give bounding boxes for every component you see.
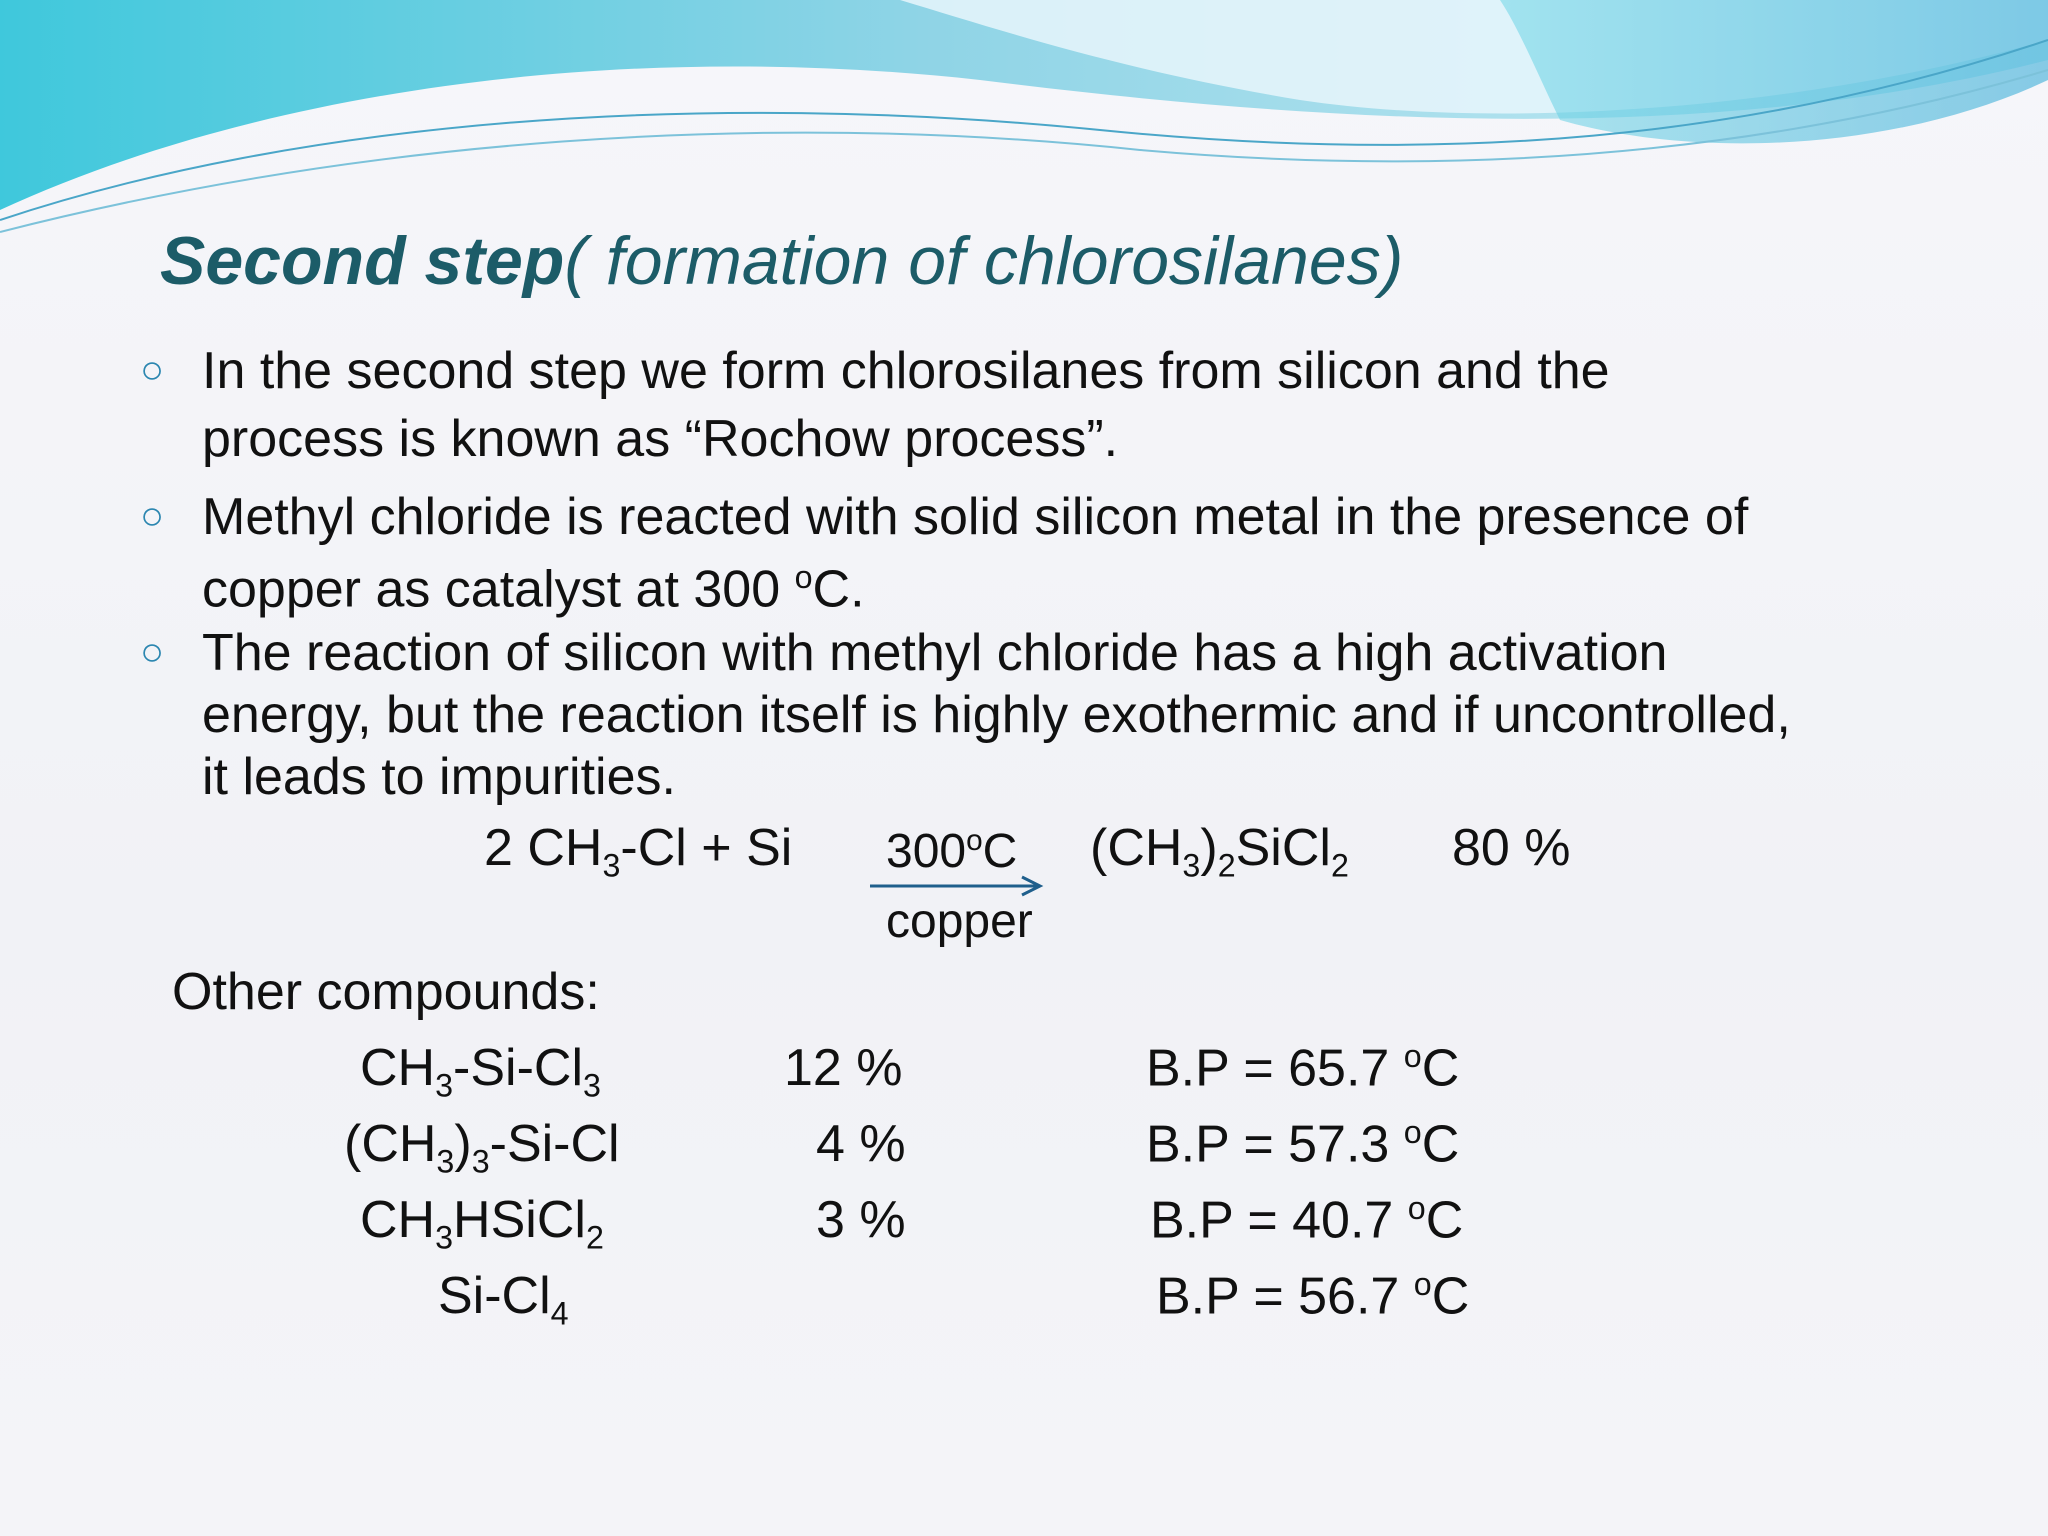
bullet-2-line-1: Methyl chloride is reacted with solid silicon metal in the presence of xyxy=(202,488,1749,546)
formula-part: CH xyxy=(360,1191,436,1249)
bullet-2-line-2-text: copper as catalyst at 300 xyxy=(202,560,795,619)
reaction-condition-catalyst: copper xyxy=(886,895,1033,948)
bullet-circle-icon: ○ xyxy=(140,494,165,538)
bullet-2-line-2-unit: C. xyxy=(812,560,865,619)
condition-temp-unit: C xyxy=(982,825,1018,878)
slide-title xyxy=(160,222,1403,300)
compound-formula xyxy=(360,1190,604,1256)
product-part-3: SiCl xyxy=(1235,819,1331,877)
formula-part: HSiCl xyxy=(453,1191,586,1249)
bp-unit: C xyxy=(1421,1039,1460,1098)
formula-subscript: 3 xyxy=(583,1067,601,1104)
bp-value: B.P = 65.7 xyxy=(1146,1039,1404,1098)
bullet-3-line-3: it leads to impurities. xyxy=(202,748,676,806)
title-rest: ( formation of chlorosilanes) xyxy=(564,223,1404,299)
compound-percent: 12 % xyxy=(784,1039,903,1097)
other-compounds-heading: Other compounds: xyxy=(172,963,600,1021)
product-part-2: ) xyxy=(1200,819,1218,877)
bp-value: B.P = 40.7 xyxy=(1150,1191,1408,1250)
formula-part: -Si-Cl xyxy=(453,1039,584,1097)
reaction-yield: 80 % xyxy=(1452,819,1571,877)
bp-unit: C xyxy=(1421,1115,1460,1174)
compound-formula xyxy=(360,1038,601,1104)
bp-unit: C xyxy=(1431,1267,1470,1326)
formula-part: ) xyxy=(454,1115,472,1173)
product-subscript-3: 2 xyxy=(1330,847,1349,884)
header-wave-decoration xyxy=(0,0,2048,260)
bp-value: B.P = 57.3 xyxy=(1146,1115,1404,1174)
formula-subscript: 4 xyxy=(550,1295,569,1332)
degree-superscript: o xyxy=(966,824,983,857)
compound-boiling-point xyxy=(1146,1038,1459,1098)
bullet-circle-icon: ○ xyxy=(140,630,165,674)
reaction-reactants xyxy=(484,818,792,884)
reactant-subscript: 3 xyxy=(602,847,621,884)
bullet-1-line-1: In the second step we form chlorosilanes from silicon and the xyxy=(202,342,1610,400)
reaction-product xyxy=(1090,818,1349,884)
bp-unit: C xyxy=(1425,1191,1464,1250)
formula-part: CH xyxy=(360,1039,436,1097)
formula-subscript: 3 xyxy=(435,1067,454,1104)
formula-subscript: 3 xyxy=(471,1143,490,1180)
bullet-3-line-1: The reaction of silicon with methyl chloride has a high activation xyxy=(202,624,1668,682)
product-subscript-1: 3 xyxy=(1182,847,1201,884)
title-bold: Second step xyxy=(160,223,565,299)
product-part-1: (CH xyxy=(1090,819,1183,877)
formula-part: Si-Cl xyxy=(438,1267,551,1325)
compound-formula xyxy=(344,1114,620,1180)
formula-subscript: 2 xyxy=(585,1219,604,1256)
compound-boiling-point xyxy=(1156,1266,1469,1326)
degree-superscript: o xyxy=(1413,1266,1432,1302)
compound-formula xyxy=(438,1266,569,1332)
compound-percent: 3 % xyxy=(816,1191,906,1249)
bullet-3-line-2: energy, but the reaction itself is highly exothermic and if uncontrolled, xyxy=(202,686,1791,744)
bp-value: B.P = 56.7 xyxy=(1156,1267,1414,1326)
product-subscript-2: 2 xyxy=(1217,847,1236,884)
degree-superscript: o xyxy=(1407,1190,1426,1226)
formula-part: -Si-Cl xyxy=(489,1115,620,1173)
bullet-1-line-2: process is known as “Rochow process”. xyxy=(202,410,1119,468)
compound-boiling-point xyxy=(1150,1190,1463,1250)
formula-part: (CH xyxy=(344,1115,437,1173)
compound-percent: 4 % xyxy=(816,1115,906,1173)
degree-superscript: o xyxy=(1403,1038,1422,1074)
reactant-ch: 2 CH xyxy=(484,819,603,877)
degree-superscript: o xyxy=(794,559,813,595)
degree-superscript: o xyxy=(1403,1114,1422,1150)
bullet-circle-icon: ○ xyxy=(140,348,165,392)
formula-subscript: 3 xyxy=(435,1219,454,1256)
reactant-cl-si: -Cl + Si xyxy=(620,819,793,877)
reaction-condition-temperature xyxy=(886,824,1017,879)
compound-boiling-point xyxy=(1146,1114,1459,1174)
bullet-2-line-2 xyxy=(202,546,2048,620)
formula-subscript: 3 xyxy=(436,1143,455,1180)
condition-temp-value: 300 xyxy=(886,825,967,878)
